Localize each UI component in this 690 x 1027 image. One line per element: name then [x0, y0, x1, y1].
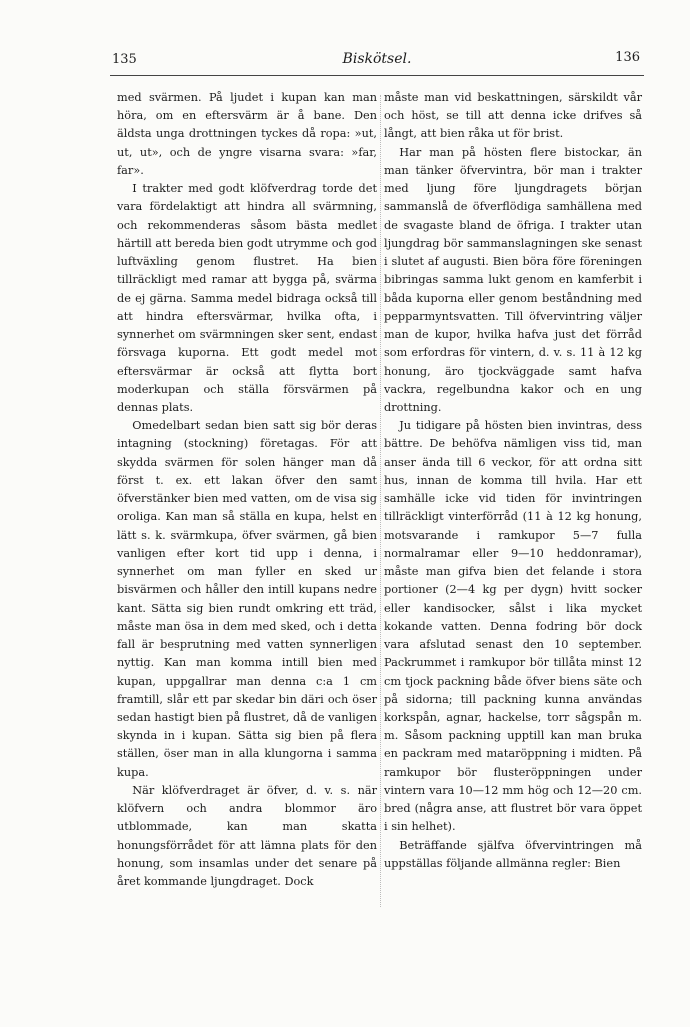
left-column: [117, 89, 377, 891]
page-number-left: 135: [112, 52, 137, 67]
page-number-right: 136: [615, 50, 640, 65]
paragraph: I trakter med godt klöfverdrag torde det vara fördelaktigt att hindra all svärmning, och rekommenderas såsom bästa medlet härtill att bereda bien godt utrymme och god luftväxling genom flustret. Ha bien tillräckligt med ramar att bygga på, svärma de ej gärna. Samma medel bidraga också till att hindra eftersvärmar, hvilka ofta, i synnerhet om svärmningen sker sent, endast försvaga kuporna. Ett godt medel mot eftersvärmar är också att flytta bort moderkupan och ställa försvärmen på dennas plats.: [117, 182, 377, 414]
page-header: [112, 48, 642, 72]
paragraph: När klöfverdraget är öfver, d. v. s. när klöfvern och andra blommor äro utblommade, kan man skatta honungsförrådet för att lämna plats för den honung, som insamlas under det senare på året kommande ljungdraget. Dock: [117, 783, 377, 889]
paragraph: Omedelbart sedan bien satt sig bör deras intagning (stockning) företagas. För att skydda svärmen för solen hänger man då först t. ex. ett lakan öfver den samt öfverstänker bien med vatten, om de visa sig oroliga. Kan man så ställa en kupa, helst en lätt s. k. svärmkupa, öfver svärmen, gå bien vanligen efter kort tid upp i denna, i synnerhet om man fyller en sked ur bisvärmen och håller den intill kupans nedre kant. Sätta sig bien rundt omkring ett träd, måste man ösa in dem med sked, och i detta fall är besprutning med vatten synnerligen nyttig. Kan man komma intill bien med kupan, uppgallrar man denna c:a 1 cm framtill, slår ett par skedar bin däri och öser sedan hastigt bien på flustret, då de vanligen skynda in i kupan. Sätta sig bien på flera ställen, öser man in alla klungorna i samma kupa.: [117, 419, 377, 779]
header-rule: [110, 75, 644, 76]
paragraph: med svärmen. På ljudet i kupan kan man höra, om en eftersvärm är å bane. Den äldsta unga drottningen tyckes då ropa: »ut, ut, ut», och de yngre visarna svara: »far, far».: [117, 91, 377, 177]
paragraph: Har man på hösten flere bistockar, än man tänker öfvervintra, bör man i trakter med ljung före ljungdragets början sammanslå de öfverflödiga samhällena med de svagaste bland de öfriga. I trakter utan ljungdrag bör sammanslagningen ske senast i slutet af augusti. Bien böra före föreningen bibringas samma lukt genom en kamferbit i båda kuporna eller genom beståndning med pepparmyntsvatten. Till öfvervintring väljer man de kupor, hvilka hafva just det förråd som erfordras för vintern, d. v. s. 11 à 12 kg honung, äro tjockväggade samt hafva vackra, regelbundna kakor och en ung drottning.: [384, 145, 642, 414]
running-title: Biskötsel.: [342, 51, 412, 67]
paragraph: måste man vid beskattningen, särskildt vår och höst, se till att denna icke drifves så långt, att bien råka ut för brist.: [384, 91, 642, 141]
column-divider: [380, 95, 381, 907]
paragraph: Ju tidigare på hösten bien invintras, dess bättre. De behöfva nämligen viss tid, man anser ända till 6 veckor, för att ordna sitt hus, innan de komma till hvila. Har ett samhälle icke vid tiden för invintringen tillräckligt vinterförråd (11 à 12 kg honung, motsvarande i ramkupor 5—7 fulla normalramar eller 9—10 heddonramar), måste man gifva bien det felande i stora portioner (2—4 kg per dygn) hvitt socker eller kandisocker, sålst i lika mycket kokande vatten. Denna fodring bör dock vara afslutad senast den 10 september. Packrummet i ramkupor bör tillåta minst 12 cm tjock packning både öfver biens säte och på sidorna; till packning kunna användas korkspån, agnar, hackelse, torr sågspån m. m. Såsom packning upptill kan man bruka en packram med mataröppning i midten. På ramkupor bör flusteröppningen under vintern vara 10—12 mm hög och 12—20 cm. bred (några anse, att flustret bör vara öppet i sin helhet).: [384, 419, 642, 834]
paragraph: Beträffande själfva öfvervintringen må uppställas följande allmänna regler: Bien: [384, 838, 642, 870]
right-column: [384, 89, 642, 873]
